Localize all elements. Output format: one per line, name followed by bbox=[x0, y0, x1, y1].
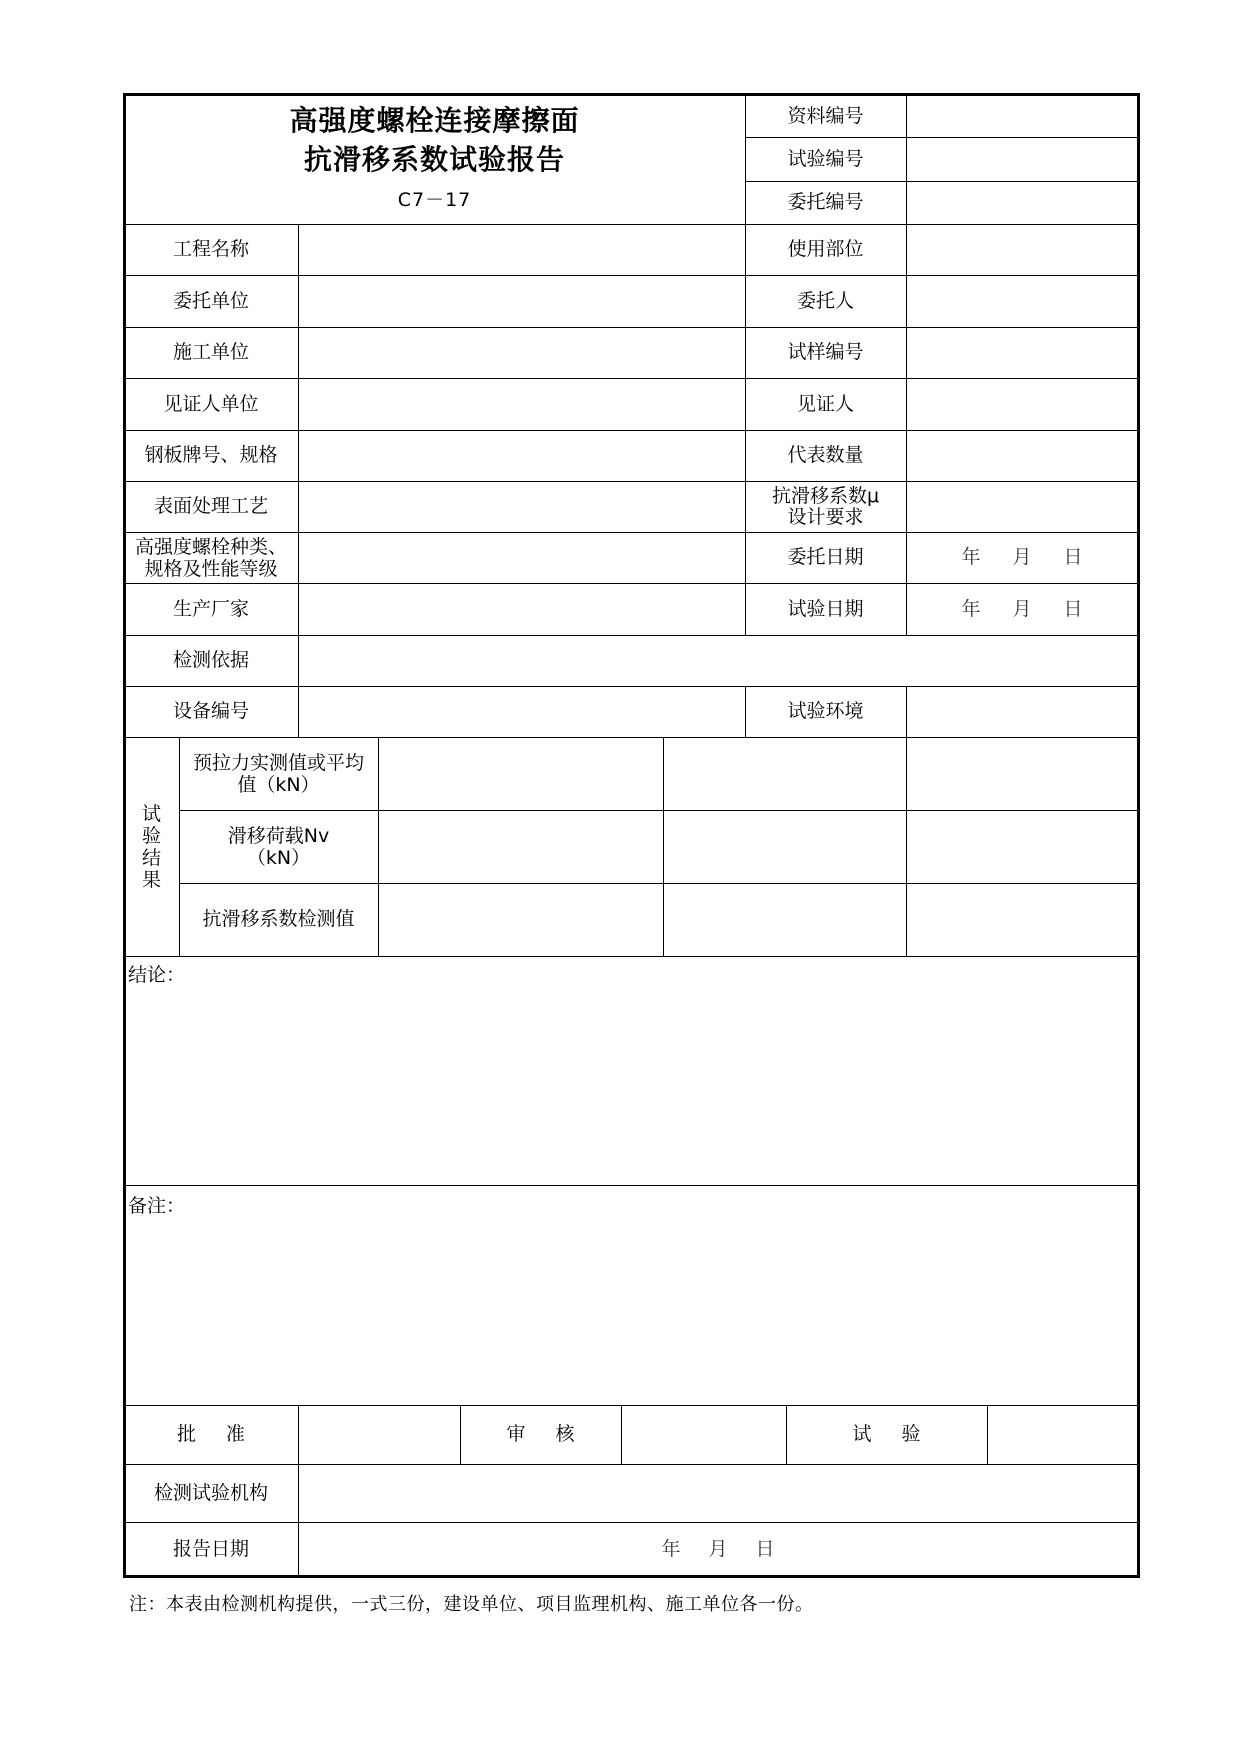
review-signature[interactable] bbox=[621, 1405, 786, 1464]
slip-load-value-1[interactable] bbox=[378, 810, 663, 883]
bolt-type-label bbox=[124, 532, 298, 583]
project-name-field[interactable] bbox=[298, 224, 745, 275]
slip-load-line1: 滑移荷载Nv bbox=[227, 824, 330, 847]
steel-grade-label: 钢板牌号、规格 bbox=[144, 444, 278, 466]
sample-no-field[interactable] bbox=[906, 327, 1138, 378]
approve-char: 准 bbox=[226, 1423, 246, 1445]
review-char: 审 bbox=[506, 1423, 526, 1445]
surface-process-label: 表面处理工艺 bbox=[153, 495, 268, 517]
approve-signature[interactable] bbox=[298, 1405, 460, 1464]
slip-load-line2: （kN） bbox=[246, 846, 311, 869]
report-date-field[interactable] bbox=[298, 1522, 1138, 1576]
slip-coef-requirement-line1: 抗滑移系数μ bbox=[771, 484, 880, 507]
results-char: 果 bbox=[141, 868, 161, 891]
equipment-no-field[interactable] bbox=[298, 686, 745, 737]
slip-coef-value-3[interactable] bbox=[906, 883, 1138, 956]
pretension-line1: 预拉力实测值或平均 bbox=[192, 751, 364, 774]
report-date-label: 报告日期 bbox=[172, 1537, 249, 1560]
client-person-field[interactable] bbox=[906, 275, 1138, 327]
slip-load-value-3[interactable] bbox=[906, 810, 1138, 883]
review-label bbox=[460, 1405, 621, 1464]
pretension-value-2[interactable] bbox=[663, 737, 906, 810]
agency-label: 检测试验机构 bbox=[153, 1481, 268, 1504]
test-env-field[interactable] bbox=[906, 686, 1138, 737]
record-no-label: 资料编号 bbox=[787, 105, 864, 127]
use-location-field[interactable] bbox=[906, 224, 1138, 275]
slip-coef-measured-label: 抗滑移系数检测值 bbox=[202, 908, 355, 930]
results-char: 试 bbox=[141, 802, 161, 825]
witness-person-field[interactable] bbox=[906, 378, 1138, 430]
manufacturer-field[interactable] bbox=[298, 583, 745, 635]
review-char: 核 bbox=[555, 1423, 575, 1445]
tester-char: 试 bbox=[852, 1423, 872, 1445]
rep-quantity-field[interactable] bbox=[906, 430, 1138, 481]
date-year: 年 bbox=[961, 546, 981, 568]
pretension-label bbox=[179, 737, 378, 810]
test-no-value[interactable] bbox=[906, 138, 1138, 181]
report-title-line1: 高强度螺栓连接摩擦面 bbox=[289, 103, 580, 137]
date-month: 月 bbox=[1012, 597, 1032, 620]
date-year: 年 bbox=[961, 597, 981, 620]
test-no-label: 试验编号 bbox=[787, 148, 864, 170]
rep-quantity-label: 代表数量 bbox=[787, 444, 864, 466]
client-person-label: 委托人 bbox=[796, 289, 854, 312]
project-name-label: 工程名称 bbox=[172, 238, 249, 260]
test-basis-label: 检测依据 bbox=[172, 649, 249, 671]
agency-field[interactable] bbox=[298, 1464, 1138, 1522]
surface-process-field[interactable] bbox=[298, 481, 745, 532]
slip-load-value-2[interactable] bbox=[663, 810, 906, 883]
remarks-label: 备注： bbox=[128, 1195, 186, 1217]
remarks-area[interactable] bbox=[124, 1185, 1138, 1405]
results-char: 结 bbox=[141, 846, 161, 869]
test-date-label: 试验日期 bbox=[787, 597, 864, 620]
conclusion-label: 结论： bbox=[128, 964, 186, 986]
results-char: 验 bbox=[141, 824, 161, 847]
slip-coef-requirement-line2: 设计要求 bbox=[787, 505, 864, 528]
pretension-line2: 值（kN） bbox=[237, 773, 320, 796]
approve-char: 批 bbox=[176, 1423, 196, 1445]
slip-coef-value-1[interactable] bbox=[378, 883, 663, 956]
client-unit-field[interactable] bbox=[298, 275, 745, 327]
witness-unit-field[interactable] bbox=[298, 378, 745, 430]
form-code: C7－17 bbox=[397, 188, 472, 211]
commission-date-field[interactable] bbox=[906, 532, 1138, 583]
test-results-label bbox=[124, 737, 179, 956]
sample-no-label: 试样编号 bbox=[787, 341, 864, 363]
slip-coef-value-2[interactable] bbox=[663, 883, 906, 956]
conclusion-area[interactable] bbox=[124, 956, 1138, 1185]
client-unit-label: 委托单位 bbox=[172, 289, 249, 312]
pretension-value-1[interactable] bbox=[378, 737, 663, 810]
commission-no-label: 委托编号 bbox=[787, 191, 864, 213]
slip-load-label bbox=[179, 810, 378, 883]
pretension-value-3[interactable] bbox=[906, 737, 1138, 810]
slip-coef-requirement-label bbox=[745, 481, 906, 532]
bolt-type-line1: 高强度螺栓种类、 bbox=[134, 535, 287, 558]
use-location-label: 使用部位 bbox=[787, 238, 864, 260]
steel-grade-field[interactable] bbox=[298, 430, 745, 481]
approve-label bbox=[124, 1405, 298, 1464]
construction-unit-label: 施工单位 bbox=[172, 341, 249, 363]
date-day: 日 bbox=[1063, 597, 1083, 620]
report-title-line2: 抗滑移系数试验报告 bbox=[303, 142, 565, 176]
date-day: 日 bbox=[755, 1537, 775, 1560]
footnote: 注：本表由检测机构提供，一式三份，建设单位、项目监理机构、施工单位各一份。 bbox=[129, 1594, 814, 1615]
manufacturer-label: 生产厂家 bbox=[172, 597, 249, 620]
bolt-type-line2: 规格及性能等级 bbox=[144, 557, 278, 580]
slip-coef-requirement-field[interactable] bbox=[906, 481, 1138, 532]
test-date-field[interactable] bbox=[906, 583, 1138, 635]
equipment-no-label: 设备编号 bbox=[172, 700, 249, 722]
date-day: 日 bbox=[1063, 546, 1083, 568]
tester-label bbox=[786, 1405, 987, 1464]
bolt-type-field[interactable] bbox=[298, 532, 745, 583]
construction-unit-field[interactable] bbox=[298, 327, 745, 378]
date-month: 月 bbox=[1012, 546, 1032, 568]
witness-unit-label: 见证人单位 bbox=[163, 392, 259, 415]
test-env-label: 试验环境 bbox=[787, 700, 864, 722]
record-no-value[interactable] bbox=[906, 95, 1138, 138]
tester-char: 验 bbox=[901, 1423, 921, 1445]
commission-no-value[interactable] bbox=[906, 181, 1138, 224]
date-year: 年 bbox=[661, 1537, 681, 1560]
date-month: 月 bbox=[708, 1537, 728, 1560]
commission-date-label: 委托日期 bbox=[787, 546, 864, 568]
tester-signature[interactable] bbox=[987, 1405, 1138, 1464]
witness-person-label: 见证人 bbox=[796, 392, 854, 415]
test-basis-field[interactable] bbox=[298, 635, 1138, 686]
